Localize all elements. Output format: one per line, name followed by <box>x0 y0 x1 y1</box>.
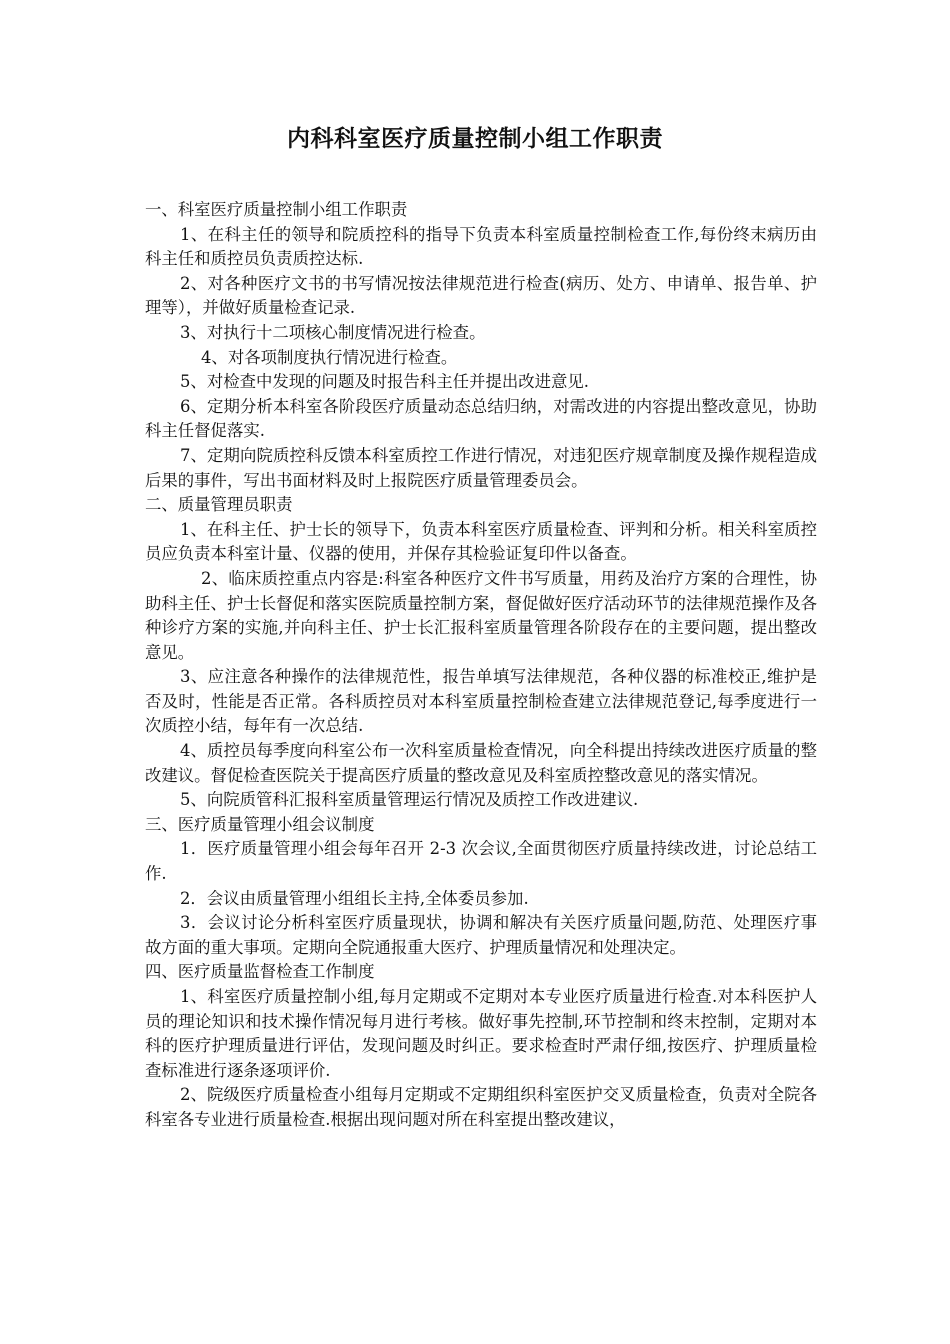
document-body <box>145 198 817 1133</box>
paragraph: 5、向院质管科汇报科室质量管理运行情况及质控工作改进建议. <box>180 790 639 810</box>
section-heading-4: 四、医疗质量监督检查工作制度 <box>145 962 375 982</box>
paragraph: 1、在科主任、护士长的领导下，负责本科室医疗质量检查、评判和分析。相关科室质控员应负责本科室计量、仪器的使用，并保存其检验证复印件以备查。 <box>145 519 817 564</box>
document-title: 内科科室医疗质量控制小组工作职责 <box>287 126 663 152</box>
paragraph: 2、院级医疗质量检查小组每月定期或不定期组织科室医护交叉质量检查，负责对全院各科室各专业进行质量检查.根据出现问题对所在科室提出整改建议， <box>145 1085 817 1129</box>
paragraph: 1、科室医疗质量控制小组,每月定期或不定期对本专业医疗质量进行检查.对本科医护人员的理论知识和技术操作情况每月进行考核。做好事先控制,环节控制和终末控制，定期对本科的医疗护理质量进行评估，发现问题及时纠正。要求检查时严肃仔细,按医疗、护理质量检查标准进行逐条逐项评价. <box>145 987 817 1080</box>
paragraph: 2、临床质控重点内容是:科室各种医疗文件书写质量，用药及治疗方案的合理性，协助科主任、护士长督促和落实医院质量控制方案，督促做好医疗活动环节的法律规范操作及各种诊疗方案的实施,并向科主任、护士长汇报科室质量管理各阶段存在的主要问题，提出整改意见。 <box>145 568 818 662</box>
paragraph: 3、应注意各种操作的法律规范性，报告单填写法律规范，各种仪器的标准校正,维护是否及时，性能是否正常。各科质控员对本科室质量控制检查建立法律规范登记,每季度进行一次质控小结，每年有一次总结. <box>145 667 817 736</box>
paragraph: 4、对各项制度执行情况进行检查。 <box>201 347 458 367</box>
paragraph: 6、定期分析本科室各阶段医疗质量动态总结归纳，对需改进的内容提出整改意见，协助科主任督促落实. <box>145 396 817 441</box>
section-heading-3: 三、医疗质量管理小组会议制度 <box>145 814 375 834</box>
paragraph: 4、质控员每季度向科室公布一次科室质量检查情况，向全科提出持续改进医疗质量的整改建议。督促检查医院关于提高医疗质量的整改意见及科室质控整改意见的落实情况。 <box>145 741 817 785</box>
section-heading-1: 一、科室医疗质量控制小组工作职责 <box>145 200 408 219</box>
paragraph: 1、在科主任的领导和院质控科的指导下负责本科室质量控制检查工作,每份终末病历由科主任和质控员负责质控达标. <box>145 224 817 269</box>
paragraph: 2．会议由质量管理小组组长主持,全体委员参加. <box>180 888 529 908</box>
paragraph: 7、定期向院质控科反馈本科室质控工作进行情况，对违犯医疗规章制度及操作规程造成后果的事件，写出书面材料及时上报院医疗质量管理委员会。 <box>145 445 817 490</box>
section-heading-2: 二、质量管理员职责 <box>145 495 293 515</box>
paragraph: 5、对检查中发现的问题及时报告科主任并提出改进意见. <box>180 372 590 392</box>
paragraph: 1．医疗质量管理小组会每年召开 2-3 次会议,全面贯彻医疗质量持续改进，讨论总结工作. <box>145 839 817 884</box>
paragraph: 2、对各种医疗文书的书写情况按法律规范进行检查(病历、处方、申请单、报告单、护理等），并做好质量检查记录. <box>145 273 817 318</box>
paragraph: 3、对执行十二项核心制度情况进行检查。 <box>180 322 486 342</box>
paragraph: 3．会议讨论分析科室医疗质量现状，协调和解决有关医疗质量问题,防范、处理医疗事故方面的重大事项。定期向全院通报重大医疗、护理质量情况和处理决定。 <box>145 913 817 957</box>
